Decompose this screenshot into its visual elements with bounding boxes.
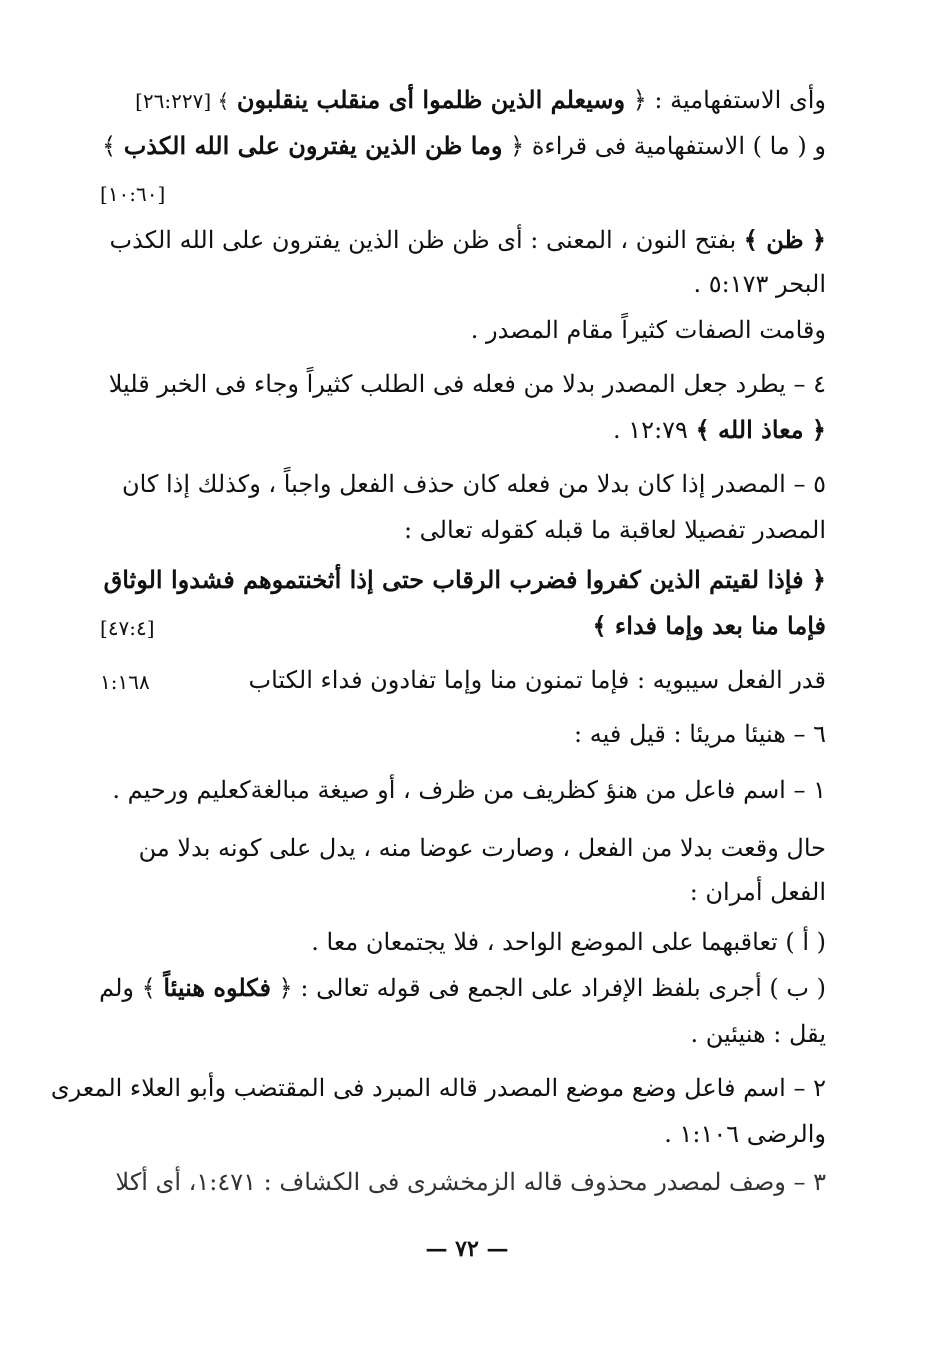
line-1-verse: وسيعلم الذين ظلموا أى منقلب ينقلبون [236, 85, 626, 114]
line-2 [102, 128, 826, 164]
line-17: الفعل أمران : [689, 878, 826, 906]
line-11-verse: ﴿ فإذا لقيتم الذين كفروا فضرب الرقاب حتى إذا أثخنتموهم فشدوا الوثاق [103, 565, 826, 594]
line-8-reference: ١٢:٧٩ . [613, 416, 688, 444]
line-6: وقامت الصفات كثيراً مقام المصدر . [470, 316, 826, 344]
line-3-reference: [١٠:٦٠] [100, 182, 166, 206]
line-12-reference: [٤٧:٤] [100, 616, 155, 640]
line-14: ٦ – هنيئا مريئا : قيل فيه : [574, 720, 826, 748]
line-16: حال وقعت بدلا من الفعل ، وصارت عوضا منه ، يدل على كونه بدلا من [138, 834, 826, 862]
line-4-text: بفتح النون ، المعنى : أى ظن ظن الذين يفترون على الله الكذب [109, 226, 737, 254]
line-23: ٣ – وصف لمصدر محذوف قاله الزمخشرى فى الكشاف : ١:٤٧١، أى أكلا [115, 1168, 826, 1196]
line-1 [135, 82, 826, 119]
line-19-text-b: ﴾ ولم [99, 974, 156, 1002]
line-10: المصدر تفصيلا لعاقبة ما قبله كقوله تعالى : [403, 516, 826, 544]
line-4-verse: ﴿ ظن ﴾ [743, 225, 826, 254]
line-18: ( أ ) تعاقبهما على الموضع الواحد ، فلا يجتمعان معا . [311, 928, 826, 956]
line-12-verse: فإما منا بعد وإما فداء ﴾ [592, 611, 826, 640]
line-22: والرضى ١:١٠٦ . [664, 1120, 826, 1148]
line-1-reference: ﴾ [٢٦:٢٢٧] [135, 89, 230, 113]
line-8 [613, 412, 826, 448]
line-2-close: ﴾ [102, 132, 117, 160]
line-19-verse: فكلوه هنيئاً [163, 973, 272, 1002]
line-8-verse: ﴿ معاذ الله ﴾ [695, 415, 826, 444]
line-9: ٥ – المصدر إذا كان بدلا من فعله كان حذف الفعل واجباً ، وكذلك إذا كان [121, 470, 826, 498]
line-2-text: و ( ما ) الاستفهامية فى قراءة ﴿ [510, 132, 826, 160]
line-21: ٢ – اسم فاعل وضع موضع المصدر قاله المبرد فى المقتضب وأبو العلاء المعرى [50, 1074, 826, 1102]
line-7: ٤ – يطرد جعل المصدر بدلا من فعله فى الطلب كثيراً وجاء فى الخبر قليلا [108, 370, 826, 398]
line-13: قدر الفعل سيبويه : فإما تمنون منا وإما تفادون فداء الكتاب [248, 666, 826, 694]
line-15: ١ – اسم فاعل من هنؤ كظريف من ظرف ، أو صيغة مبالغةكعليم ورحيم . [112, 776, 826, 804]
line-19 [99, 970, 826, 1006]
line-5: البحر ٥:١٧٣ . [693, 270, 826, 298]
page-number: — ٧٢ — [425, 1236, 509, 1262]
line-2-verse: وما ظن الذين يفترون على الله الكذب [123, 131, 503, 160]
line-20: يقل : هنيئين . [690, 1020, 826, 1048]
line-4 [110, 222, 826, 258]
line-13-reference: ١:١٦٨ [100, 670, 150, 694]
line-19-text-a: ( ب ) أجرى بلفظ الإفراد على الجمع فى قوله تعالى : ﴿ [278, 974, 826, 1002]
line-1-text: وأى الاستفهامية : ﴿ [632, 86, 826, 114]
